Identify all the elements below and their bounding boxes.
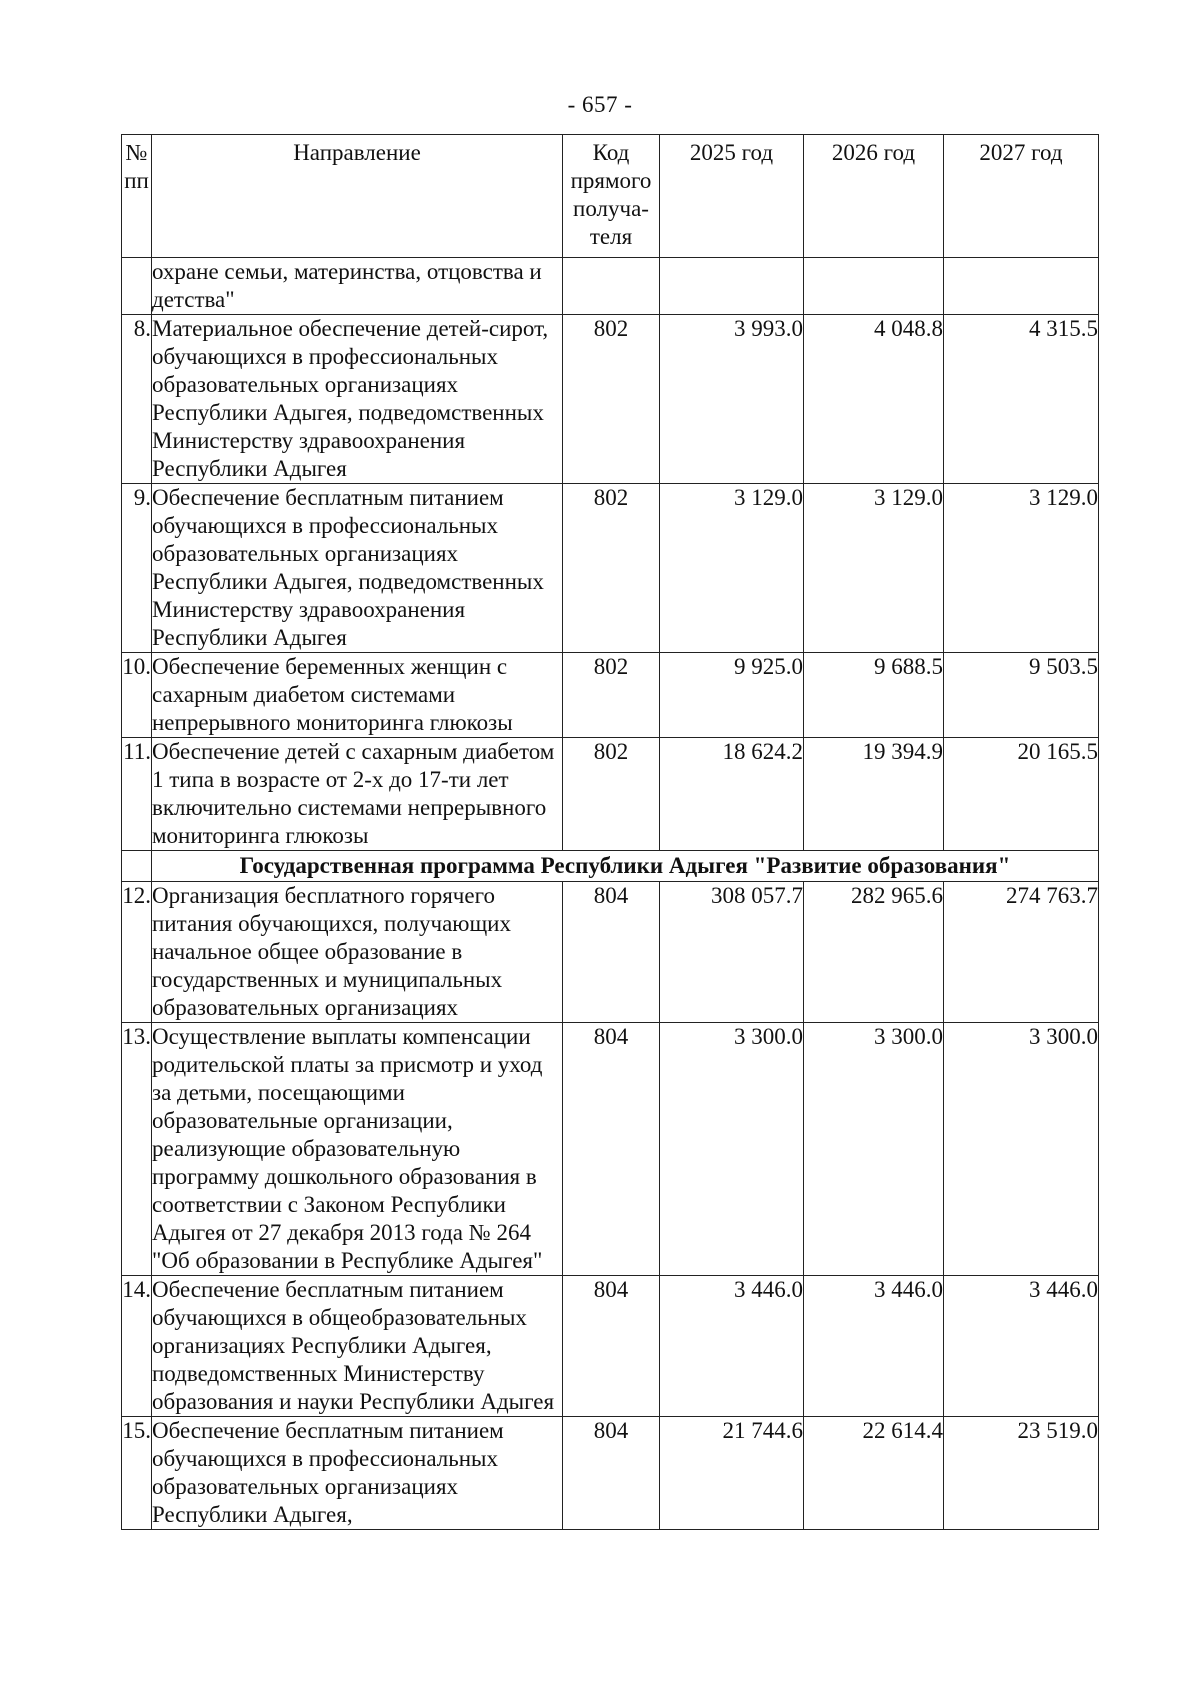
row-2025: 308 057.7 [660,882,804,1023]
row-2027: 9 503.5 [944,653,1099,738]
row-2026: 4 048.8 [804,315,944,484]
row-code [563,258,660,315]
table-row [122,1023,1099,1276]
row-num [122,258,152,315]
header-2026: 2026 год [804,135,944,258]
row-direction: Организация бесплатного горячего питания обучающихся, получающих начальное общее образование в государственных и муниципальных образовательных организациях [152,882,563,1023]
row-2026: 22 614.4 [804,1417,944,1530]
row-2026: 3 129.0 [804,484,944,653]
section-row [122,851,1099,882]
row-direction: Осуществление выплаты компенсации родительской платы за присмотр и уход за детьми, посещающими образовательные организации, реализующие образовательную программу дошкольного образования в соответствии с Законом Республики Адыгея от 27 декабря 2013 года № 264 "Об образовании в Республике Адыгея" [152,1023,563,1276]
row-2026: 3 446.0 [804,1276,944,1417]
table-row [122,738,1099,851]
row-2025: 3 993.0 [660,315,804,484]
table-row [122,258,1099,315]
header-code: Код прямого получа-теля [563,135,660,258]
row-code: 804 [563,1417,660,1530]
row-2027: 274 763.7 [944,882,1099,1023]
table-header-row [122,135,1099,258]
row-2025: 21 744.6 [660,1417,804,1530]
row-num: 12. [122,882,152,1023]
row-code: 802 [563,653,660,738]
table-row [122,315,1099,484]
row-direction: Обеспечение бесплатным питанием обучающихся в профессиональных образовательных организациях Республики Адыгея, подведомственных Министерству здравоохранения Республики Адыгея [152,484,563,653]
row-2025: 3 446.0 [660,1276,804,1417]
header-2027: 2027 год [944,135,1099,258]
row-2027: 4 315.5 [944,315,1099,484]
row-2027 [944,258,1099,315]
row-2026: 19 394.9 [804,738,944,851]
row-num: 11. [122,738,152,851]
row-direction: Обеспечение бесплатным питанием обучающихся в профессиональных образовательных организациях Республики Адыгея, [152,1417,563,1530]
row-2025: 18 624.2 [660,738,804,851]
row-2025: 9 925.0 [660,653,804,738]
row-num: 8. [122,315,152,484]
table-row [122,882,1099,1023]
header-direction: Направление [152,135,563,258]
row-num: 13. [122,1023,152,1276]
row-num: 10. [122,653,152,738]
table-row [122,1417,1099,1530]
row-2026 [804,258,944,315]
row-code: 804 [563,1023,660,1276]
row-2027: 3 446.0 [944,1276,1099,1417]
section-title: Государственная программа Республики Адыгея "Развитие образования" [152,851,1099,882]
section-num [122,851,152,882]
row-2027: 3 129.0 [944,484,1099,653]
row-2025: 3 300.0 [660,1023,804,1276]
row-direction: Обеспечение детей с сахарным диабетом 1 типа в возрасте от 2-х до 17-ти лет включительно системами непрерывного мониторинга глюкозы [152,738,563,851]
row-2026: 9 688.5 [804,653,944,738]
table-row [122,1276,1099,1417]
row-code: 804 [563,1276,660,1417]
header-2025: 2025 год [660,135,804,258]
row-direction: Обеспечение беременных женщин с сахарным диабетом системами непрерывного мониторинга глюкозы [152,653,563,738]
row-num: 15. [122,1417,152,1530]
row-2027: 20 165.5 [944,738,1099,851]
row-2025 [660,258,804,315]
row-2027: 3 300.0 [944,1023,1099,1276]
row-direction: Материальное обеспечение детей-сирот, обучающихся в профессиональных образовательных организациях Республики Адыгея, подведомственных Министерству здравоохранения Республики Адыгея [152,315,563,484]
row-2025: 3 129.0 [660,484,804,653]
page-number: - 657 - [567,92,633,117]
row-2026: 282 965.6 [804,882,944,1023]
row-2026: 3 300.0 [804,1023,944,1276]
row-2027: 23 519.0 [944,1417,1099,1530]
row-code: 802 [563,315,660,484]
row-direction: охране семьи, материнства, отцовства и детства" [152,258,563,315]
table-row [122,653,1099,738]
row-code: 802 [563,484,660,653]
header-num: № пп [122,135,152,258]
row-direction: Обеспечение бесплатным питанием обучающихся в общеобразовательных организациях Республики Адыгея, подведомственных Министерству образования и науки Республики Адыгея [152,1276,563,1417]
budget-table [121,134,1099,1530]
row-code: 802 [563,738,660,851]
row-num: 9. [122,484,152,653]
row-code: 804 [563,882,660,1023]
table-row [122,484,1099,653]
row-num: 14. [122,1276,152,1417]
